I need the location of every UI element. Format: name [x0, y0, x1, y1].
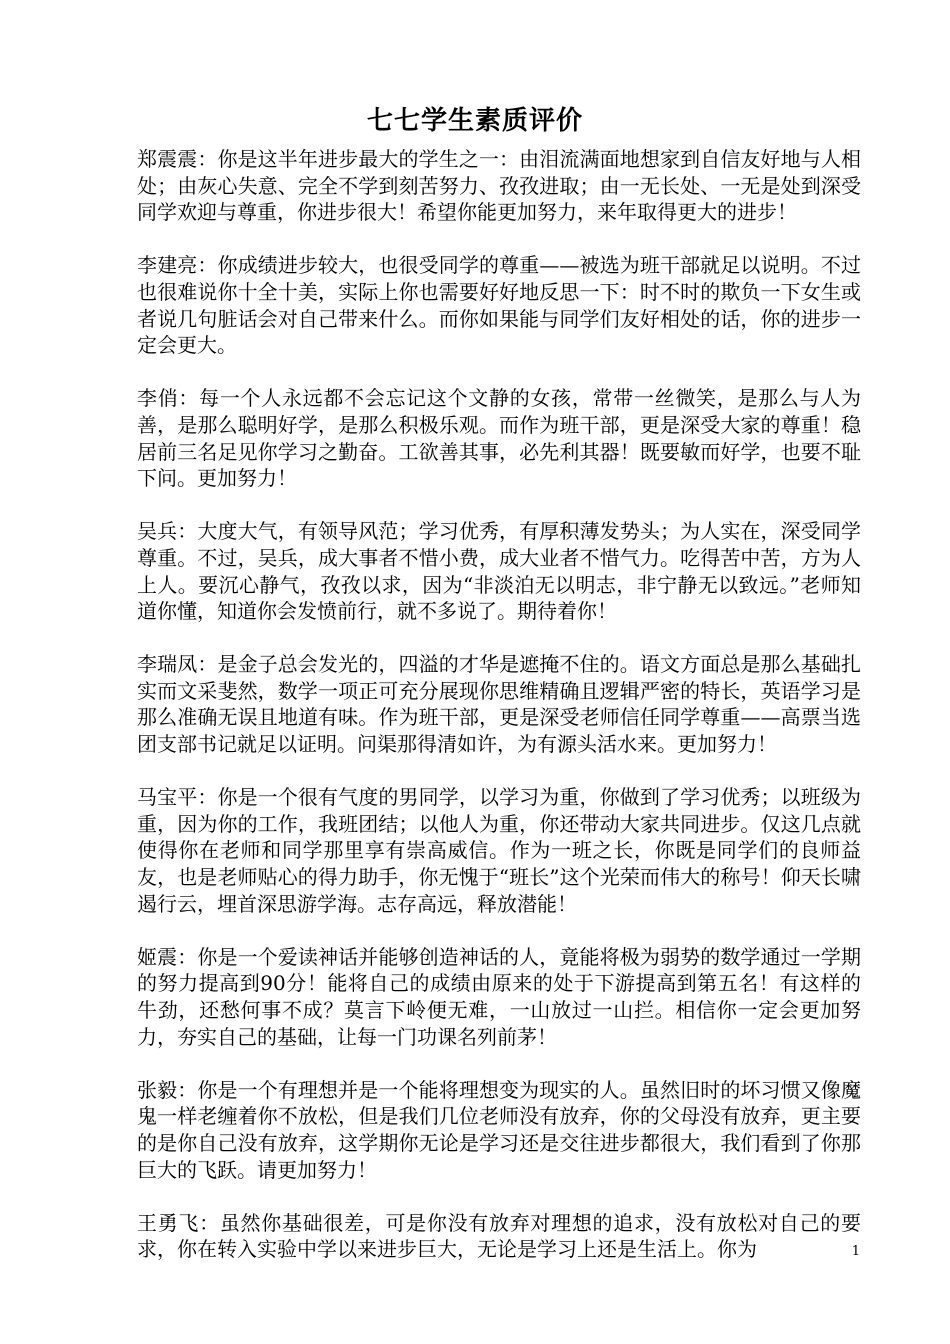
evaluation-paragraph: 李俏：每一个人永远都不会忘记这个文静的女孩，常带一丝微笑，是那么与人为善，是那么聪明好学，是那么积极乐观。而作为班干部，更是深受大家的尊重！稳居前三名足见你学习之勤奋。工欲善其事，必先利其器！既要敏而好学，也要不耻下问。更加努力！ — [137, 386, 861, 491]
evaluation-paragraph: 张毅：你是一个有理想并是一个能将理想变为现实的人。虽然旧时的坏习惯又像魔鬼一样老缠着你不放松，但是我们几位老师没有放弃，你的父母没有放弃，更主要的是你自己没有放弃，这学期你无论是学习还是交往进步都很大，我们看到了你那巨大的飞跃。请更加努力！ — [137, 1077, 861, 1182]
document-title: 七七学生素质评价 — [366, 106, 583, 136]
evaluation-paragraph: 吴兵：大度大气，有领导风范；学习优秀，有厚积薄发势头；为人实在，深受同学尊重。不过，吴兵，成大事者不惜小费，成大业者不惜气力。吃得苦中苦，方为人上人。要沉心静气，孜孜以求，因为“非淡泊无以明志，非宁静无以致远。”老师知道你懂，知道你会发愤前行，就不多说了。期待着你！ — [137, 519, 861, 624]
evaluation-paragraph: 姬震：你是一个爱读神话并能够创造神话的人，竟能将极为弱势的数学通过一学期的努力提高到90分！能将自己的成绩由原来的处于下游提高到第五名！有这样的牛劲，还愁何事不成？莫言下岭便无难，一山放过一山拦。相信你一定会更加努力，夯实自己的基础，让每一门功课名列前茅！ — [137, 944, 861, 1049]
evaluation-paragraph: 王勇飞：虽然你基础很差，可是你没有放弃对理想的追求，没有放松对自己的要求，你在转入实验中学以来进步巨大，无论是学习上还是生活上。你为 — [137, 1210, 861, 1262]
evaluation-paragraph: 马宝平：你是一个很有气度的男同学，以学习为重，你做到了学习优秀；以班级为重，因为你的工作，我班团结；以他人为重，你还带动大家共同进步。仅这几点就使得你在老师和同学那里享有崇高威信。作为一班之长，你既是同学们的良师益友，也是老师贴心的得力助手，你无愧于“班长”这个光荣而伟大的称号！仰天长啸遏行云，埋首深思游学海。志存高远，释放潜能！ — [137, 785, 861, 916]
evaluation-paragraph: 郑震震：你是这半年进步最大的学生之一：由泪流满面地想家到自信友好地与人相处；由灰心失意、完全不学到刻苦努力、孜孜进取；由一无长处、一无是处到深受同学欢迎与尊重，你进步很大！希望你能更加努力，来年取得更大的进步！ — [137, 147, 861, 225]
page-number: 1 — [851, 1244, 860, 1259]
document-body — [137, 146, 861, 1290]
evaluation-paragraph: 李瑞凤：是金子总会发光的，四溢的才华是遮掩不住的。语文方面总是那么基础扎实而文采斐然，数学一项正可充分展现你思维精确且逻辑严密的特长，英语学习是那么准确无误且地道有味。作为班干部，更是深受老师信任同学尊重——高票当选团支部书记就足以证明。问渠那得清如许，为有源头活水来。更加努力！ — [137, 652, 861, 757]
evaluation-paragraph: 李建亮：你成绩进步较大，也很受同学的尊重——被选为班干部就足以说明。不过也很难说你十全十美，实际上你也需要好好地反思一下：时不时的欺负一下女生或者说几句脏话会对自己带来什么。而你如果能与同学们友好相处的话，你的进步一定会更大。 — [137, 253, 861, 358]
